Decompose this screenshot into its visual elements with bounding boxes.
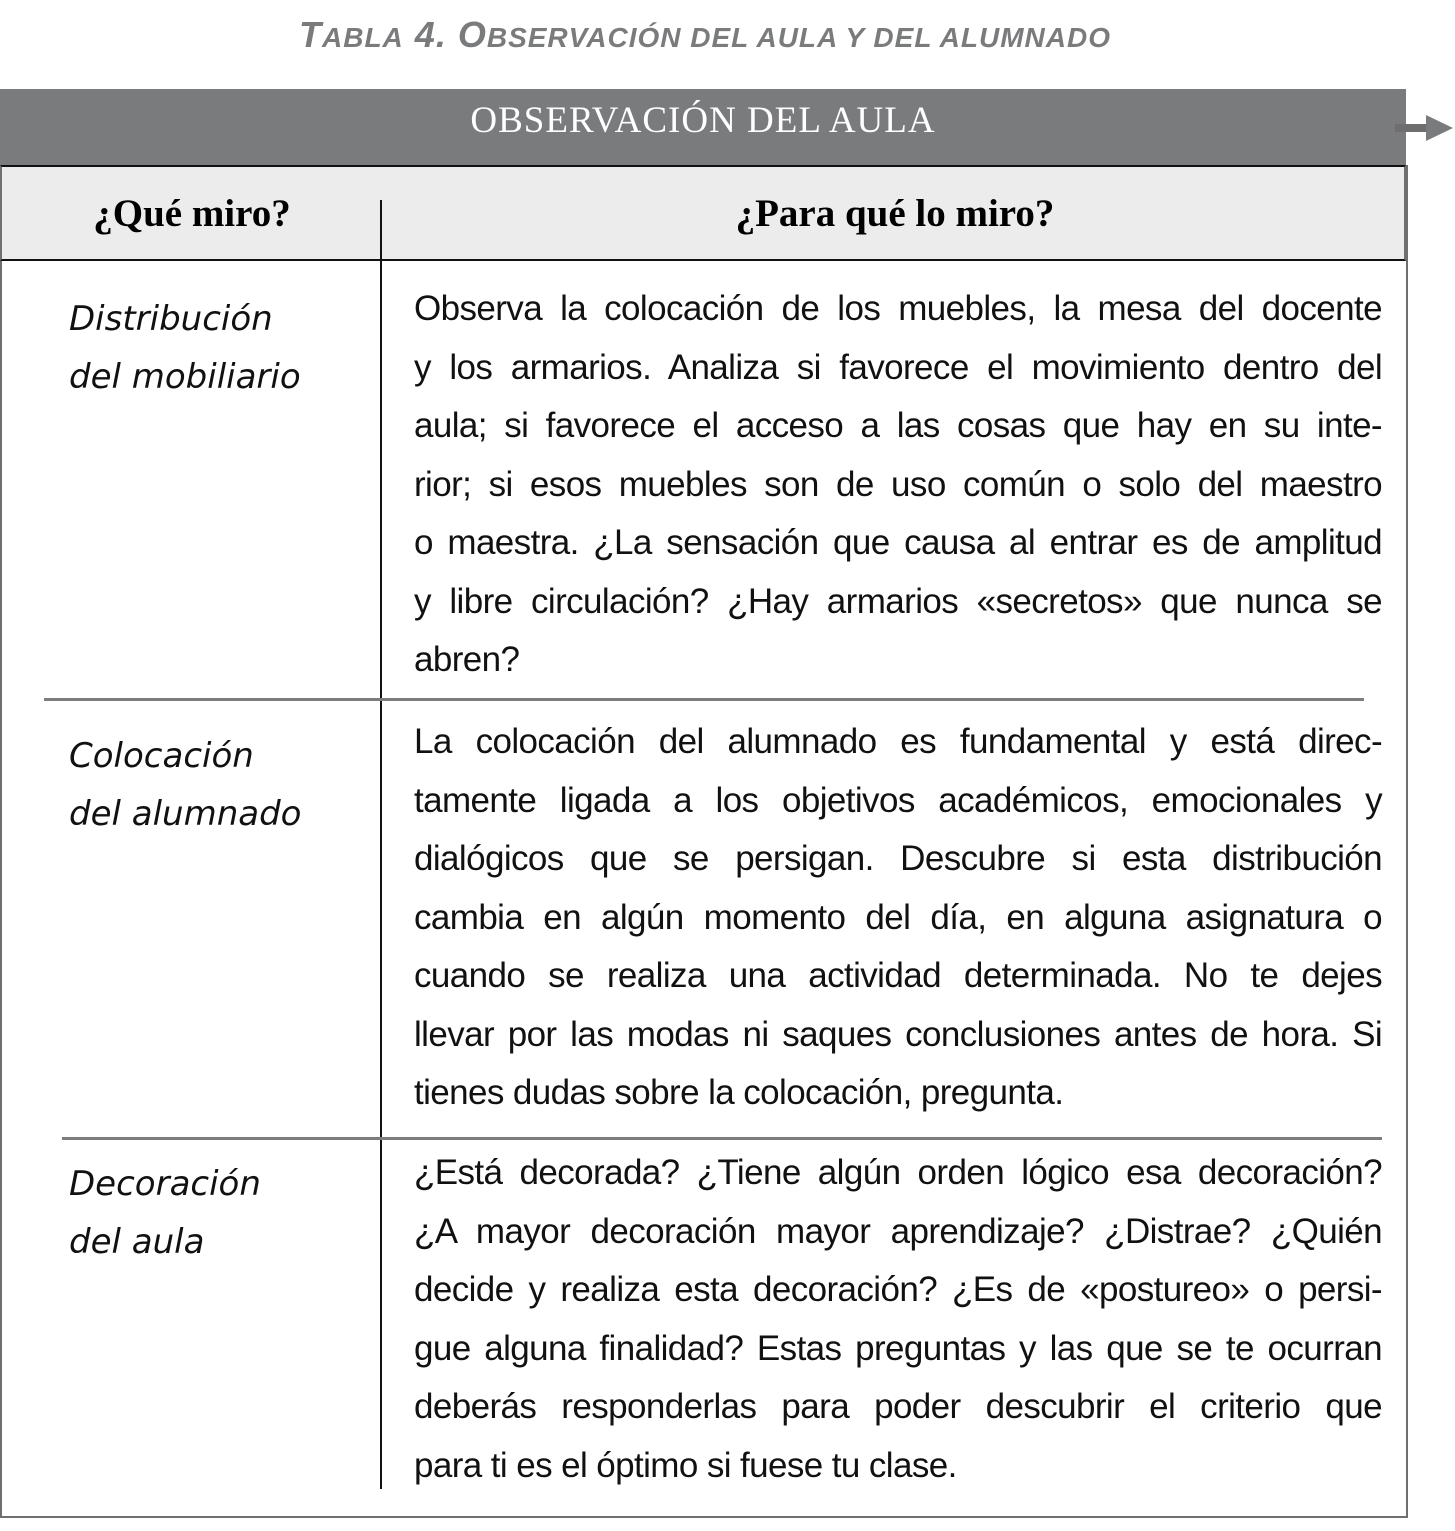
row-label-distribucion (69, 290, 369, 406)
text-line: para ti es el óptimo si fuese tu clase. (414, 1445, 957, 1485)
text-line: Observa la colocación de los muebles, la mesa del docente (414, 289, 1382, 328)
table-header-row (0, 165, 1406, 261)
text-line: gue alguna finalidad? Estas preguntas y las que se te ocurran (414, 1328, 1382, 1368)
column-header-what: ¿Qué miro? (93, 192, 291, 235)
column-divider (380, 261, 382, 1489)
text-line: deberás responderlas para poder descubrir el criterio que (414, 1387, 1382, 1426)
row-label-colocacion (69, 727, 369, 843)
row-label-line: Decoración (69, 1164, 261, 1204)
text-line: cuando se realiza una actividad determinada. No te dejes (414, 956, 1382, 995)
text-line: aula; si favorece el acceso a las cosas que hay en su inte- (414, 406, 1382, 445)
text-line: cambia en algún momento del día, en alguna asignatura o (414, 897, 1382, 937)
caption-number: 4. (414, 14, 447, 55)
text-line: tamente ligada a los objetivos académicos, emocionales y (414, 780, 1382, 820)
row-label-line: del aula (69, 1222, 205, 1262)
text-line: La colocación del alumnado es fundamental y está direc- (414, 722, 1382, 761)
row-label-line: Distribución (69, 299, 273, 339)
banner-title: OBSERVACIÓN DEL AULA (470, 100, 936, 141)
caption-main-initial: O (457, 14, 487, 55)
row-separator (62, 1137, 1382, 1140)
row-label-line: Colocación (69, 736, 254, 776)
text-line: tienes dudas sobre la colocación, pregunta. (414, 1073, 1064, 1112)
text-line: dialógicos que se persigan. Descubre si esta distribución (414, 839, 1382, 878)
text-line: decide y realiza esta decoración? ¿Es de «postureo» o persi- (414, 1270, 1382, 1309)
caption-main-rest: BSERVACIÓN DEL AULA Y DEL ALUMNADO (486, 22, 1111, 53)
row-text-colocacion (414, 713, 1382, 1123)
column-header-why: ¿Para qué lo miro? (735, 192, 1055, 235)
section-banner (0, 89, 1406, 165)
text-line: llevar por las modas ni saques conclusiones antes de hora. Si (414, 1014, 1382, 1054)
text-line: ¿Está decorada? ¿Tiene algún orden lógico esa decoración? (414, 1153, 1382, 1192)
row-separator (44, 698, 1364, 701)
text-line: y los armarios. Analiza si favorece el movimiento dentro del (414, 347, 1382, 387)
text-line: rior; si esos muebles son de uso común o solo del maestro (414, 464, 1382, 504)
arrow-right-icon (1395, 113, 1455, 143)
text-line: o maestra. ¿La sensación que causa al entrar es de amplitud (414, 523, 1382, 562)
row-text-decoracion (414, 1144, 1382, 1495)
text-line: y libre circulación? ¿Hay armarios «secretos» que nunca se (414, 581, 1382, 621)
caption-prefix-initial: T (299, 14, 323, 55)
row-label-decoracion (69, 1155, 369, 1271)
text-line: ¿A mayor decoración mayor aprendizaje? ¿Distrae? ¿Quién (414, 1211, 1382, 1251)
row-label-line: del alumnado (69, 794, 302, 834)
header-column-divider (380, 200, 382, 260)
text-line: abren? (414, 640, 520, 679)
table-caption (0, 14, 1410, 56)
row-text-distribucion (414, 280, 1382, 690)
row-label-line: del mobiliario (69, 357, 301, 397)
caption-prefix-rest: ABLA (322, 22, 404, 53)
